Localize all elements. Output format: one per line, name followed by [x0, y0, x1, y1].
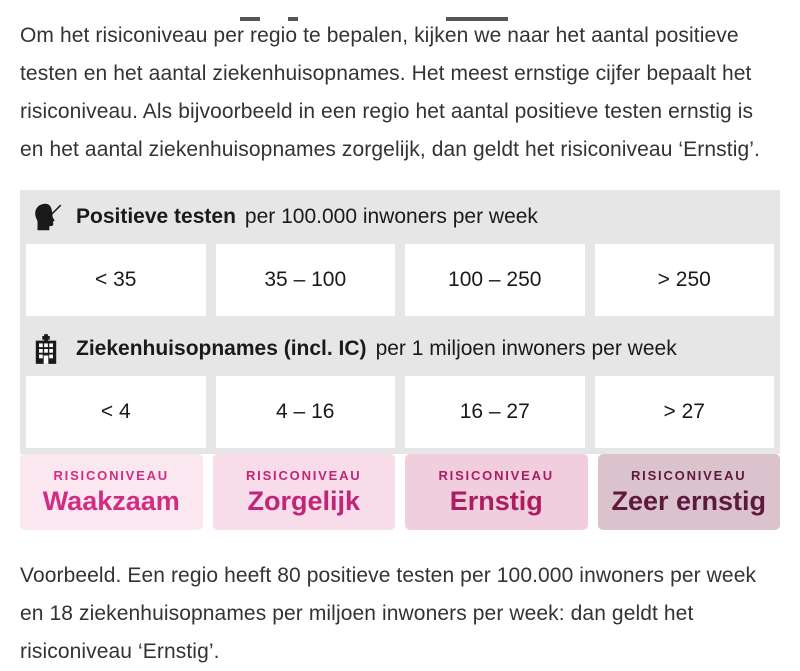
risk-level-caption: RISICONIVEAU	[438, 467, 554, 483]
cropped-heading-remnant	[446, 17, 508, 21]
positive-tests-header	[20, 190, 780, 244]
risk-level-table	[20, 190, 780, 530]
hospital-admissions-range-cell: > 27	[595, 376, 775, 448]
hospital-icon	[33, 333, 67, 365]
risk-levels-row	[20, 454, 780, 530]
risk-level-zorgelijk	[213, 454, 396, 530]
positive-tests-range-cell: < 35	[26, 244, 206, 316]
head-swab-icon	[33, 201, 67, 233]
risk-level-name: Zeer ernstig	[611, 485, 767, 516]
positive-tests-label-rest: per 100.000 inwoners per week	[244, 205, 538, 228]
positive-tests-range-cell: 100 – 250	[405, 244, 585, 316]
risk-level-waakzaam	[20, 454, 203, 530]
hospital-admissions-range-cell: 4 – 16	[216, 376, 396, 448]
positive-tests-ranges-row	[20, 244, 780, 322]
hospital-admissions-header	[20, 322, 780, 376]
risk-level-caption: RISICONIVEAU	[53, 467, 169, 483]
hospital-admissions-label-rest: per 1 miljoen inwoners per week	[375, 337, 677, 360]
hospital-admissions-ranges-row	[20, 376, 780, 454]
positive-tests-range-cell: > 250	[595, 244, 775, 316]
risk-level-name: Ernstig	[449, 485, 543, 516]
risk-level-zeer-ernstig	[598, 454, 781, 530]
risk-level-ernstig	[405, 454, 588, 530]
hospital-admissions-range-cell: 16 – 27	[405, 376, 585, 448]
positive-tests-range-cell: 35 – 100	[216, 244, 396, 316]
cropped-heading-remnant	[288, 17, 298, 21]
risk-level-caption: RISICONIVEAU	[245, 467, 362, 483]
page-content	[0, 17, 800, 671]
positive-tests-label-bold: Positieve testen	[76, 205, 236, 228]
positive-tests-label	[76, 205, 538, 229]
risk-level-caption: RISICONIVEAU	[630, 467, 747, 483]
intro-paragraph: Om het risiconiveau per regio te bepalen, kijken we naar het aantal positieve testen en het aantal ziekenhuisopnames. Het meest ernstige cijfer bepaalt het risiconiveau. Als bijvoorbeeld in een regio het aantal positieve testen ernstig is en het aantal ziekenhuisopnames zorgelijk, dan geldt het risiconiveau ‘Ernstig’.	[20, 24, 760, 161]
example-paragraph: Voorbeeld. Een regio heeft 80 positieve testen per 100.000 inwoners per week en 18 ziekenhuisopnames per miljoen inwoners per week: dan geldt het risiconiveau ‘Ernstig’.	[20, 564, 757, 663]
cropped-heading-remnant	[240, 17, 260, 21]
hospital-admissions-range-cell: < 4	[26, 376, 206, 448]
hospital-admissions-label	[76, 337, 677, 361]
risk-level-name: Zorgelijk	[247, 485, 361, 516]
risk-level-name: Waakzaam	[42, 485, 180, 516]
hospital-admissions-label-bold: Ziekenhuisopnames (incl. IC)	[76, 337, 367, 360]
